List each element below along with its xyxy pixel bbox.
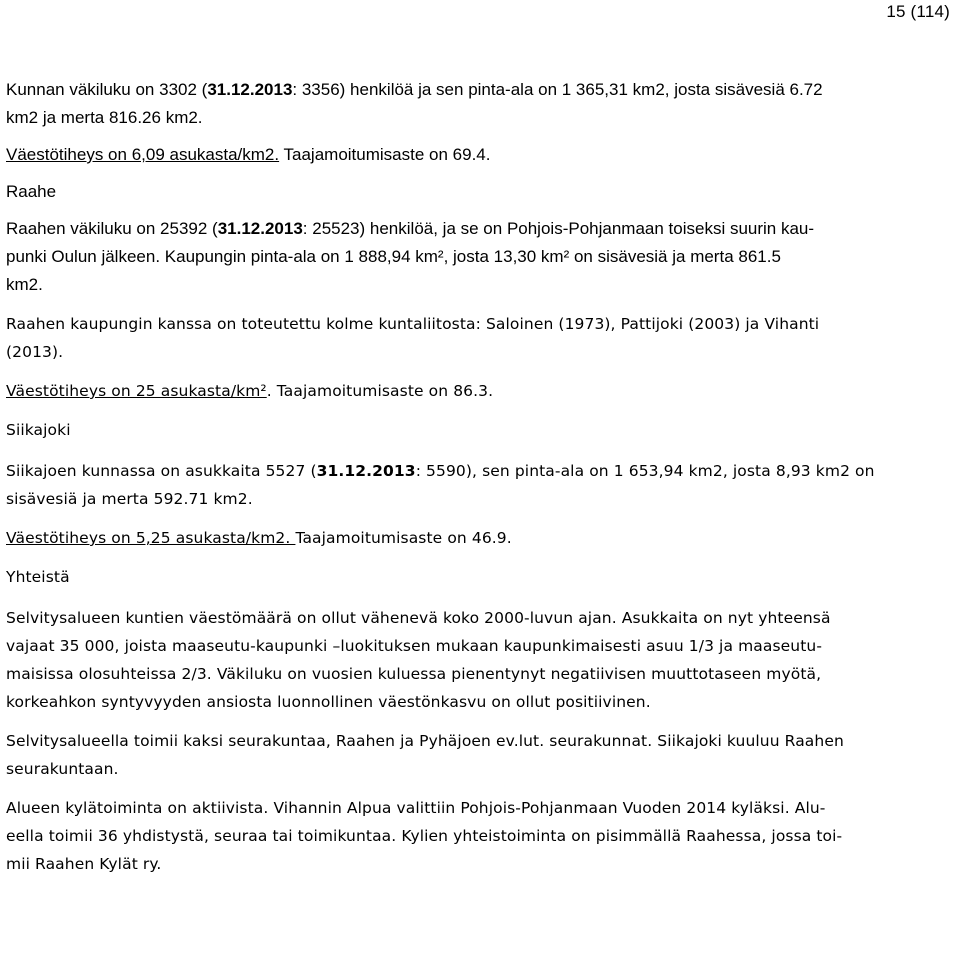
line: korkeahkon syntyvyyden ansiosta luonnollinen väestönkasvu on ollut positiivinen. bbox=[6, 693, 651, 711]
text: Taajamoitumisaste on 69.4. bbox=[279, 145, 491, 164]
date-bold: 31.12.2013 bbox=[217, 219, 303, 238]
line: mii Raahen Kylät ry. bbox=[6, 855, 162, 873]
text: sisävesiä ja merta 592.71 km2. bbox=[6, 490, 253, 508]
text: Taajamoitumisaste on 46.9. bbox=[295, 529, 512, 547]
text: : 5590), sen pinta-ala on 1 653,94 km2, josta 8,93 km2 on bbox=[415, 462, 875, 480]
heading-siikajoki: Siikajoki bbox=[6, 421, 71, 439]
paragraph-population-intro bbox=[6, 76, 956, 132]
line: maisissa olosuhteissa 2/3. Väkiluku on vuosien kuluessa pienentynyt negatiivisen muuttotaseen myötä, bbox=[6, 665, 822, 683]
section-arial bbox=[6, 76, 956, 299]
line: Selvitysalueen kuntien väestömäärä on ollut vähenevä koko 2000-luvun ajan. Asukkaita on nyt yhteensä bbox=[6, 609, 831, 627]
density-underlined: Väestötiheys on 25 asukasta/km² bbox=[6, 382, 267, 400]
paragraph-raahe-population bbox=[6, 215, 956, 299]
line: seurakuntaan. bbox=[6, 760, 119, 778]
text: km2. bbox=[6, 275, 43, 294]
heading-yhteista: Yhteistä bbox=[6, 568, 70, 586]
paragraph-density-1 bbox=[6, 141, 956, 169]
page-number: 15 (114) bbox=[886, 2, 950, 21]
text: km2 ja merta 816.26 km2. bbox=[6, 108, 203, 127]
paragraph-parishes bbox=[6, 727, 956, 783]
line: Alueen kylätoiminta on aktiivista. Vihannin Alpua valittiin Pohjois-Pohjanmaan Vuoden 2014 kyläksi. Alu- bbox=[6, 799, 826, 817]
text: punki Oulun jälkeen. Kaupungin pinta-ala on 1 888,94 km², josta 13,30 km² on sisävesiä ja merta 861.5 bbox=[6, 247, 781, 266]
line: vajaat 35 000, joista maaseutu-kaupunki –luokituksen mukaan kaupunkimaisesti asuu 1/3 ja maaseutu- bbox=[6, 637, 823, 655]
density-underlined: Väestötiheys on 6,09 asukasta/km2. bbox=[6, 145, 280, 164]
paragraph-common-population bbox=[6, 604, 956, 716]
date-bold: 31.12.2013 bbox=[207, 80, 293, 99]
date-bold: 31.12.2013 bbox=[316, 462, 416, 480]
paragraph-raahe-mergers bbox=[6, 310, 956, 366]
paragraph-siikajoki-population bbox=[6, 457, 956, 513]
text: : 25523) henkilöä, ja se on Pohjois-Pohjanmaan toiseksi suurin kau- bbox=[302, 219, 815, 238]
paragraph-density-2 bbox=[6, 377, 956, 405]
text: Siikajoen kunnassa on asukkaita 5527 ( bbox=[6, 462, 317, 480]
text: Raahen väkiluku on 25392 ( bbox=[6, 219, 218, 238]
text: . Taajamoitumisaste on 86.3. bbox=[266, 382, 494, 400]
text: : 3356) henkilöä ja sen pinta-ala on 1 365,31 km2, josta sisävesiä 6.72 bbox=[292, 80, 823, 99]
heading-raahe: Raahe bbox=[6, 182, 57, 201]
section-calibri bbox=[6, 310, 956, 878]
document-body bbox=[6, 76, 956, 878]
line: eella toimii 36 yhdistystä, seuraa tai toimikuntaa. Kylien yhteistoiminta on pisimmällä Raahessa, jossa toi- bbox=[6, 827, 843, 845]
paragraph-density-3 bbox=[6, 524, 956, 552]
density-underlined: Väestötiheys on 5,25 asukasta/km2. bbox=[6, 529, 296, 547]
paragraph-village-activity bbox=[6, 794, 956, 878]
text: Raahen kaupungin kanssa on toteutettu kolme kuntaliitosta: Saloinen (1973), Pattijoki (2003) ja Vihanti bbox=[6, 315, 820, 333]
line: Selvitysalueella toimii kaksi seurakuntaa, Raahen ja Pyhäjoen ev.lut. seurakunnat. Siikajoki kuuluu Raahen bbox=[6, 732, 844, 750]
text: Kunnan väkiluku on 3302 ( bbox=[6, 80, 208, 99]
text: (2013). bbox=[6, 343, 64, 361]
